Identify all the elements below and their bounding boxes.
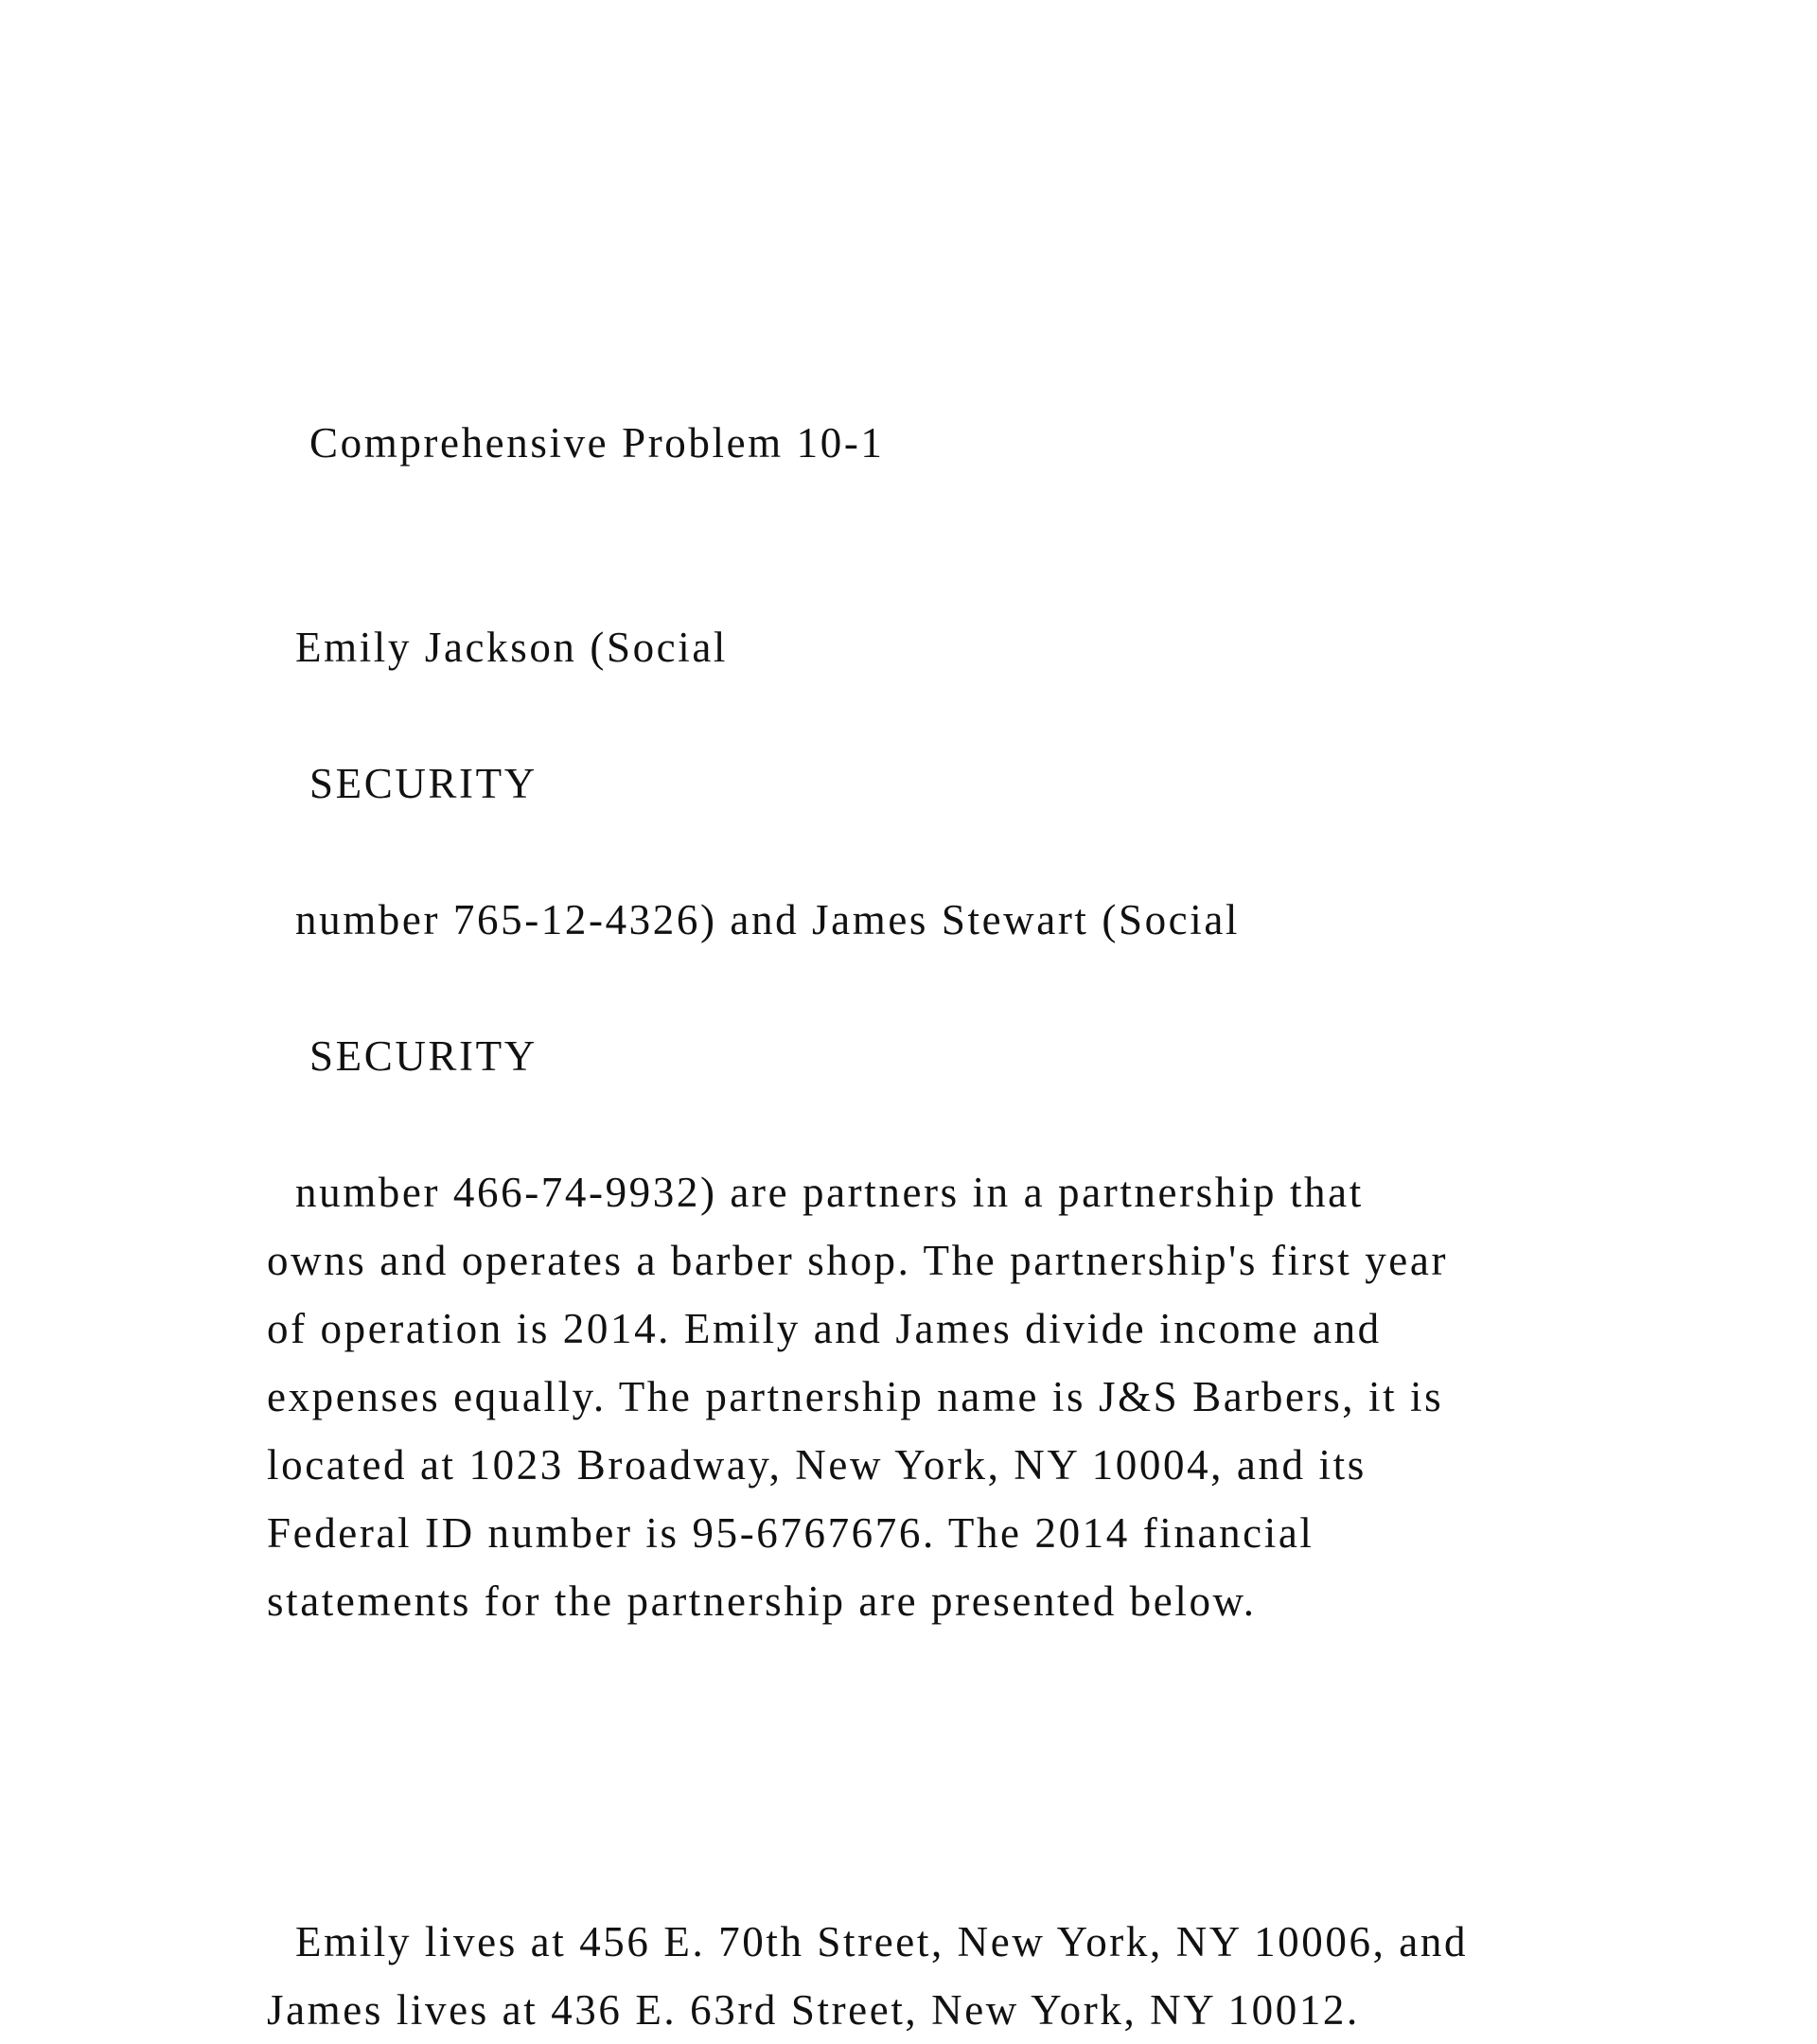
paragraph-line: owns and operates a barber shop. The partnership's first year (267, 1237, 1449, 1284)
text-line: SECURITY (309, 760, 538, 807)
paragraph-line: number 466-74-9932) are partners in a partnership that (295, 1169, 1364, 1216)
paragraph-line: located at 1023 Broadway, New York, NY 10004, and its (267, 1441, 1367, 1489)
text-line: number 765-12-4326) and James Stewart (Social (295, 896, 1241, 943)
document-title: Comprehensive Problem 10-1 (309, 419, 885, 467)
paragraph-line: of operation is 2014. Emily and James divide income and (267, 1305, 1382, 1352)
address-paragraph (267, 1908, 1592, 2044)
paragraph-line: James lives at 436 E. 63rd Street, New York, NY 10012. (267, 1986, 1360, 2034)
paragraph-line: statements for the partnership are presented below. (267, 1577, 1257, 1625)
paragraph-line: Federal ID number is 95-6767676. The 2014 financial (267, 1509, 1314, 1557)
text-line: SECURITY (309, 1032, 538, 1080)
paragraph-line: Emily lives at 456 E. 70th Street, New York, NY 10006, and (295, 1918, 1469, 1965)
partnership-paragraph (267, 1158, 1592, 1635)
paragraph-line: expenses equally. The partnership name is J&S Barbers, it is (267, 1373, 1444, 1420)
text-line: Emily Jackson (Social (295, 624, 729, 671)
